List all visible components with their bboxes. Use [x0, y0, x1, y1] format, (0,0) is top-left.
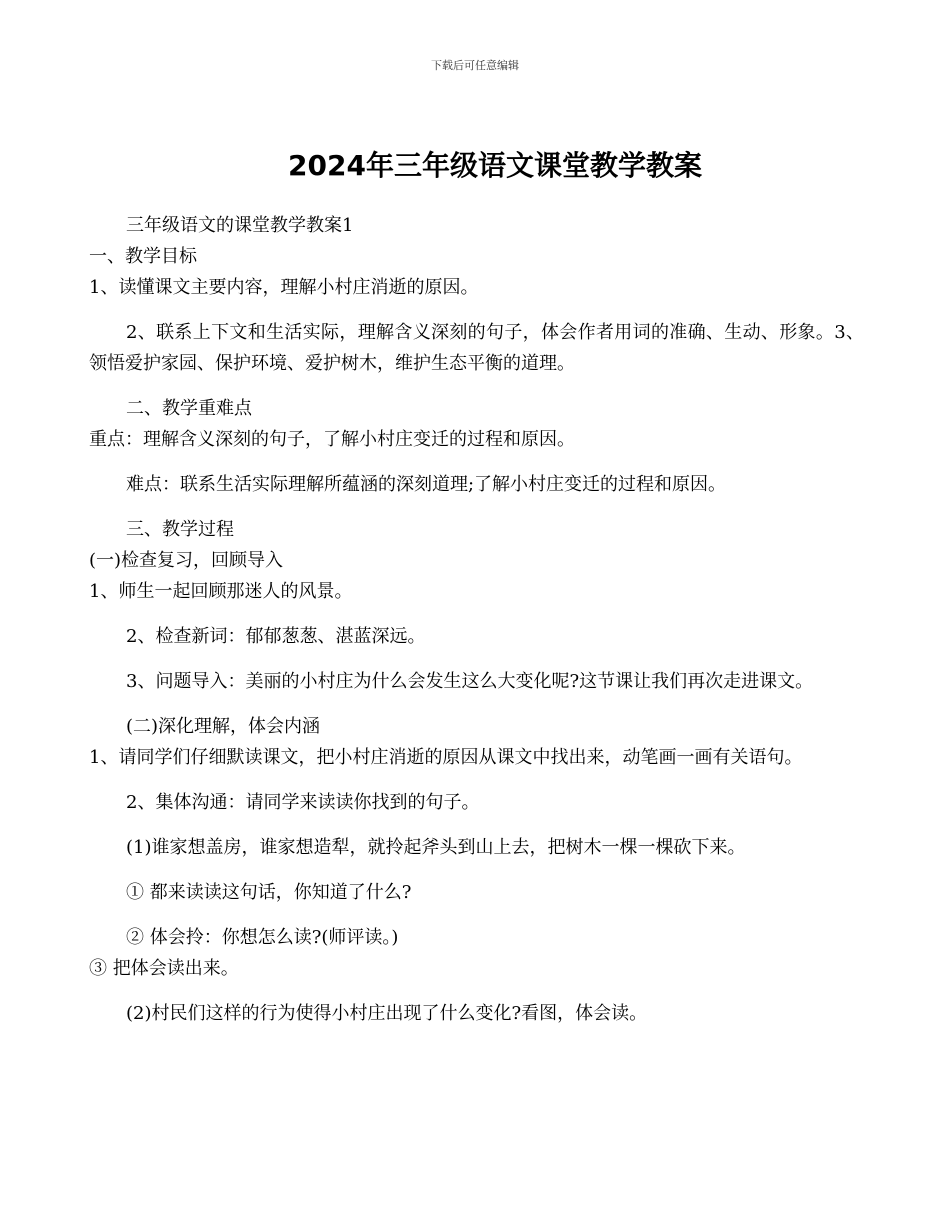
objective-item: 1、读懂课文主要内容，理解小村庄消逝的原因。	[89, 277, 479, 298]
page-header-note: 下载后可任意编辑	[431, 59, 519, 72]
process-step: ② 体会拎：你想怎么读?(师评读。)	[126, 927, 399, 948]
process-item: 1、师生一起回顾那迷人的风景。	[89, 581, 353, 602]
difficulty-text: 难点：联系生活实际理解所蕴涵的深刻道理;了解小村庄变迁的过程和原因。	[126, 474, 727, 495]
objective-item: 2、联系上下文和生活实际，理解含义深刻的句子，体会作者用词的准确、生动、形象。3、领悟爱护家园、保护环境、爱护树木，维护生态平衡的道理。	[89, 322, 864, 374]
subsection-heading: (一)检查复习，回顾导入	[89, 550, 284, 571]
process-item: 1、请同学们仔细默读课文，把小村庄消逝的原因从课文中找出来，动笔画一画有关语句。	[89, 747, 803, 768]
process-item: 2、检查新词：郁郁葱葱、湛蓝深远。	[126, 626, 426, 647]
document-body	[89, 210, 864, 1029]
section-heading-process: 三、教学过程	[126, 519, 234, 540]
process-step: ① 都来读读这句话，你知道了什么?	[126, 882, 412, 903]
process-item: 3、问题导入：美丽的小村庄为什么会发生这么大变化呢?这节课让我们再次走进课文。	[126, 671, 814, 692]
section-heading-objectives: 一、教学目标	[89, 246, 197, 267]
document-title: 2024年三年级语文课堂教学教案	[288, 149, 702, 182]
key-point-text: 重点：理解含义深刻的句子，了解小村庄变迁的过程和原因。	[89, 429, 575, 450]
subsection-heading: (二)深化理解，体会内涵	[126, 716, 321, 737]
section-heading-key-points: 二、教学重难点	[126, 398, 252, 419]
process-step: ③ 把体会读出来。	[89, 958, 239, 979]
quoted-sentence: (1)谁家想盖房，谁家想造犁，就拎起斧头到山上去，把树木一棵一棵砍下来。	[126, 837, 746, 858]
quoted-sentence: (2)村民们这样的行为使得小村庄出现了什么变化?看图，体会读。	[126, 1003, 648, 1024]
process-item: 2、集体沟通：请同学来读读你找到的句子。	[126, 792, 480, 813]
lesson-plan-heading: 三年级语文的课堂教学教案1	[126, 215, 354, 236]
